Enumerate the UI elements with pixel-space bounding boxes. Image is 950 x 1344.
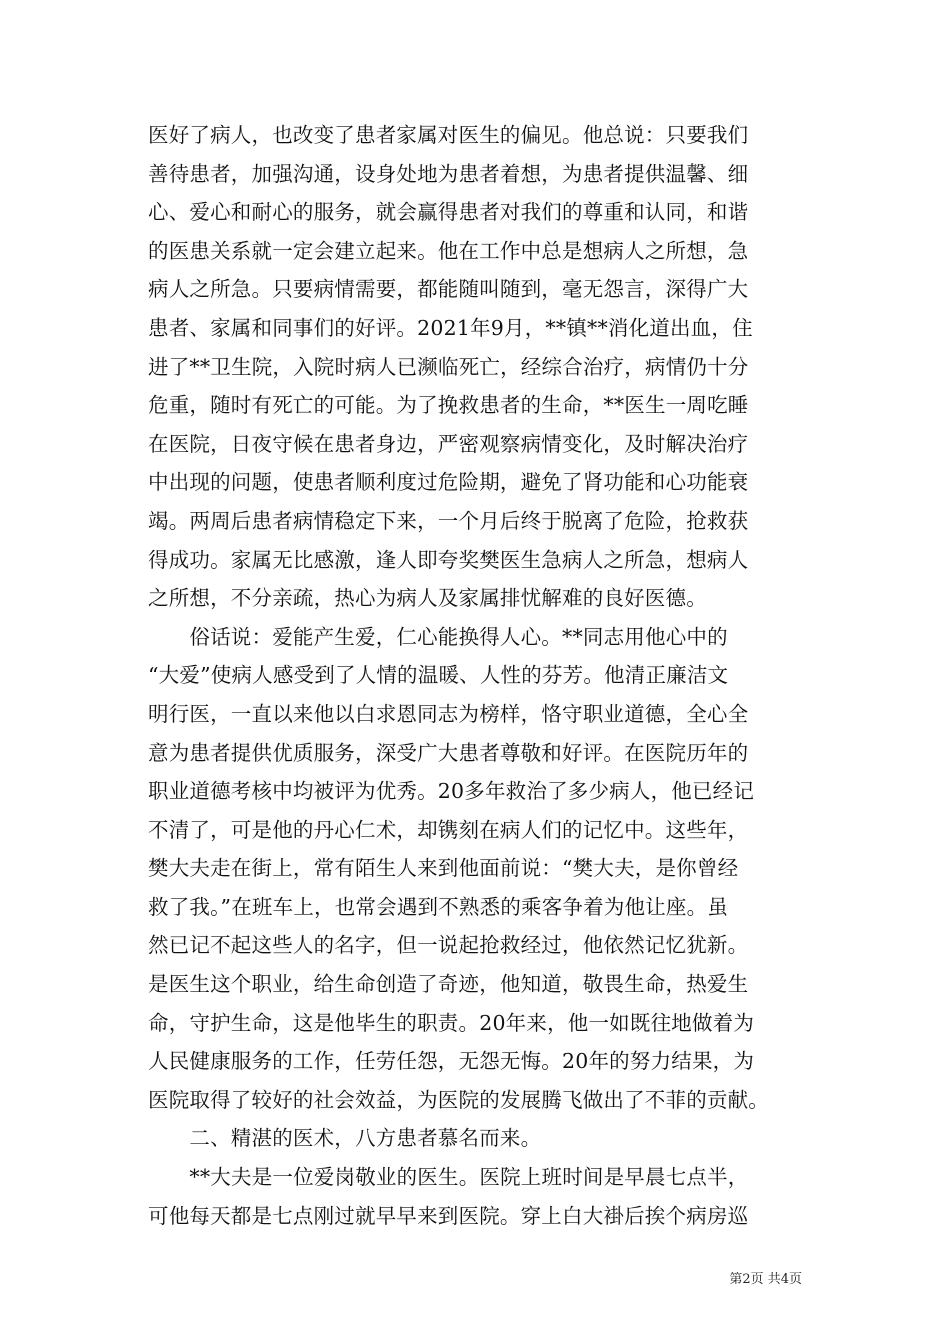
- text-line: 不清了，可是他的丹心仁术，却镌刻在病人们的记忆中。这些年，: [148, 817, 749, 842]
- text-line: 善待患者，加强沟通，设身处地为患者着想，为患者提供温馨、细: [148, 161, 749, 186]
- text-line: “大爱”使病人感受到了人情的温暖、人性的芬芳。他清正廉洁文: [148, 663, 729, 688]
- text-line: 危重，随时有死亡的可能。为了挽救患者的生命，**医生一周吃睡: [148, 393, 749, 418]
- text-line: 医好了病人，也改变了患者家属对医生的偏见。他总说：只要我们: [148, 123, 749, 147]
- text-line: 之所想，不分亲疏，热心为病人及家属排忧解难的良好医德。: [148, 586, 707, 611]
- text-line: 医院取得了较好的社会效益，为医院的发展腾飞做出了不菲的贡献。: [148, 1087, 769, 1112]
- text-line: 得成功。家属无比感激，逢人即夸奖樊医生急病人之所急，想病人: [148, 547, 749, 572]
- text-line: 竭。两周后患者病情稳定下来，一个月后终于脱离了危险，抢救获: [148, 508, 749, 533]
- text-line: 樊大夫走在街上，常有陌生人来到他面前说：“樊大夫，是你曾经: [148, 856, 739, 881]
- text-line: 心、爱心和耐心的服务，就会赢得患者对我们的尊重和认同，和谐: [148, 200, 749, 225]
- text-line: 中出现的问题，使患者顺利度过危险期，避免了肾功能和心功能衰: [148, 470, 749, 495]
- text-line: 患者、家属和同事们的好评。2021年9月，**镇**消化道出血，住: [148, 315, 753, 340]
- text-line: 病人之所急。只要病情需要，都能随叫随到，毫无怨言，深得广大: [148, 277, 749, 302]
- text-line: 然已记不起这些人的名字，但一说起抢救经过，他依然记忆犹新。: [148, 933, 749, 958]
- text-line: 职业道德考核中均被评为优秀。20多年救治了多少病人，他已经记: [148, 779, 755, 804]
- text-line: 救了我。”在班车上，也常会遇到不熟悉的乘客争着为他让座。虽: [148, 894, 729, 919]
- text-line: 是医生这个职业，给生命创造了奇迹，他知道，敬畏生命，热爱生: [148, 972, 749, 997]
- text-line: 人民健康服务的工作，任劳任怨，无怨无悔。20年的努力结果，为: [148, 1049, 755, 1074]
- text-line: 明行医，一直以来他以白求恩同志为榜样，恪守职业道德，全心全: [148, 701, 749, 726]
- page-number-footer: 第2页 共4页: [729, 1272, 802, 1287]
- text-line: 在医院，日夜守候在患者身边，严密观察病情变化，及时解决治疗: [148, 431, 749, 456]
- section-heading: 二、精湛的医术，八方患者慕名而来。: [148, 1126, 542, 1151]
- text-line: 俗话说：爱能产生爱，仁心能换得人心。**同志用他心中的: [148, 624, 728, 649]
- text-line: 意为患者提供优质服务，深受广大患者尊敬和好评。在医院历年的: [148, 740, 749, 765]
- text-line: **大夫是一位爱岗敬业的医生。医院上班时间是早晨七点半，: [148, 1165, 749, 1190]
- text-line: 进了**卫生院，入院时病人已濒临死亡，经综合治疗，病情仍十分: [148, 354, 749, 379]
- text-line: 可他每天都是七点刚过就早早来到医院。穿上白大褂后挨个病房巡: [148, 1203, 749, 1228]
- text-line: 命，守护生命，这是他毕生的职责。20年来，他一如既往地做着为: [148, 1010, 755, 1035]
- text-line: 的医患关系就一定会建立起来。他在工作中总是想病人之所想，急: [148, 238, 749, 263]
- body-text: [148, 116, 804, 1235]
